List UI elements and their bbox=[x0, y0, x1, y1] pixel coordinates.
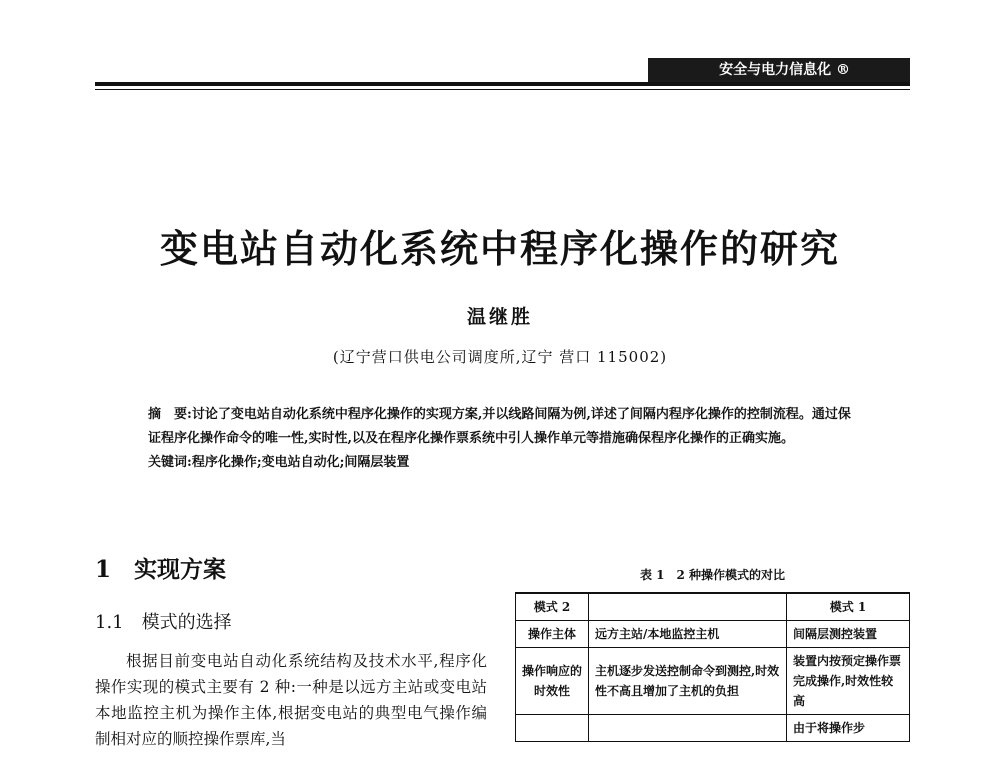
header-rule-thin bbox=[95, 89, 910, 90]
comparison-table bbox=[515, 592, 910, 742]
table-cell: 模式 2 bbox=[516, 593, 589, 621]
table-header-row bbox=[516, 593, 910, 621]
abstract-block bbox=[148, 403, 860, 475]
table-cell: 装置内按预定操作票完成操作,时效性较高 bbox=[787, 648, 910, 715]
journal-header-banner bbox=[648, 58, 910, 82]
table-cell bbox=[516, 715, 589, 742]
section-1-heading: 1 实现方案 bbox=[95, 556, 227, 583]
table-cell: 操作响应的时效性 bbox=[516, 648, 589, 715]
body-paragraph: 根据目前变电站自动化系统结构及技术水平,程序化操作实现的模式主要有 2 种:一种是以远方主站或变电站本地监控主机为操作主体,根据变电站的典型电气操作编制相对应的顺控操作票库,当 bbox=[95, 652, 487, 748]
table-row bbox=[516, 621, 910, 648]
keywords bbox=[148, 451, 860, 475]
journal-name: 安全与电力信息化 ® bbox=[719, 62, 850, 78]
table-cell: 模式 1 bbox=[787, 593, 910, 621]
affiliation: (辽宁营口供电公司调度所,辽宁 营口 115002) bbox=[332, 348, 668, 366]
table-cell bbox=[589, 593, 787, 621]
table-cell bbox=[589, 715, 787, 742]
table-row bbox=[516, 715, 910, 742]
keywords-label: 关键词: bbox=[148, 455, 192, 470]
table-cell: 远方主站/本地监控主机 bbox=[589, 621, 787, 648]
keywords-text: 程序化操作;变电站自动化;间隔层装置 bbox=[191, 455, 410, 470]
body-text bbox=[95, 648, 487, 752]
table-cell: 间隔层测控装置 bbox=[787, 621, 910, 648]
paper-title: 变电站自动化系统中程序化操作的研究 bbox=[159, 226, 840, 271]
author: 温继胜 bbox=[466, 306, 533, 328]
abstract-text: 讨论了变电站自动化系统中程序化操作的实现方案,并以线路间隔为例,详述了间隔内程序化操作的控制流程。通过保证程序化操作命令的唯一性,实时性,以及在程序化操作票系统中引人操作单元等措施确保程序化操作的正确实施。 bbox=[148, 407, 851, 446]
table-cell: 主机逐步发送控制命令到测控,时效性不高且增加了主机的负担 bbox=[589, 648, 787, 715]
abstract bbox=[148, 403, 860, 451]
abstract-label: 摘 要: bbox=[148, 407, 192, 422]
header-rule bbox=[95, 82, 910, 86]
table-row bbox=[516, 648, 910, 715]
table-cell: 操作主体 bbox=[516, 621, 589, 648]
table-cell: 由于将操作步 bbox=[787, 715, 910, 742]
section-1-1-heading: 1.1 模式的选择 bbox=[95, 612, 232, 633]
table-caption: 表 1 2 种操作模式的对比 bbox=[639, 568, 786, 582]
